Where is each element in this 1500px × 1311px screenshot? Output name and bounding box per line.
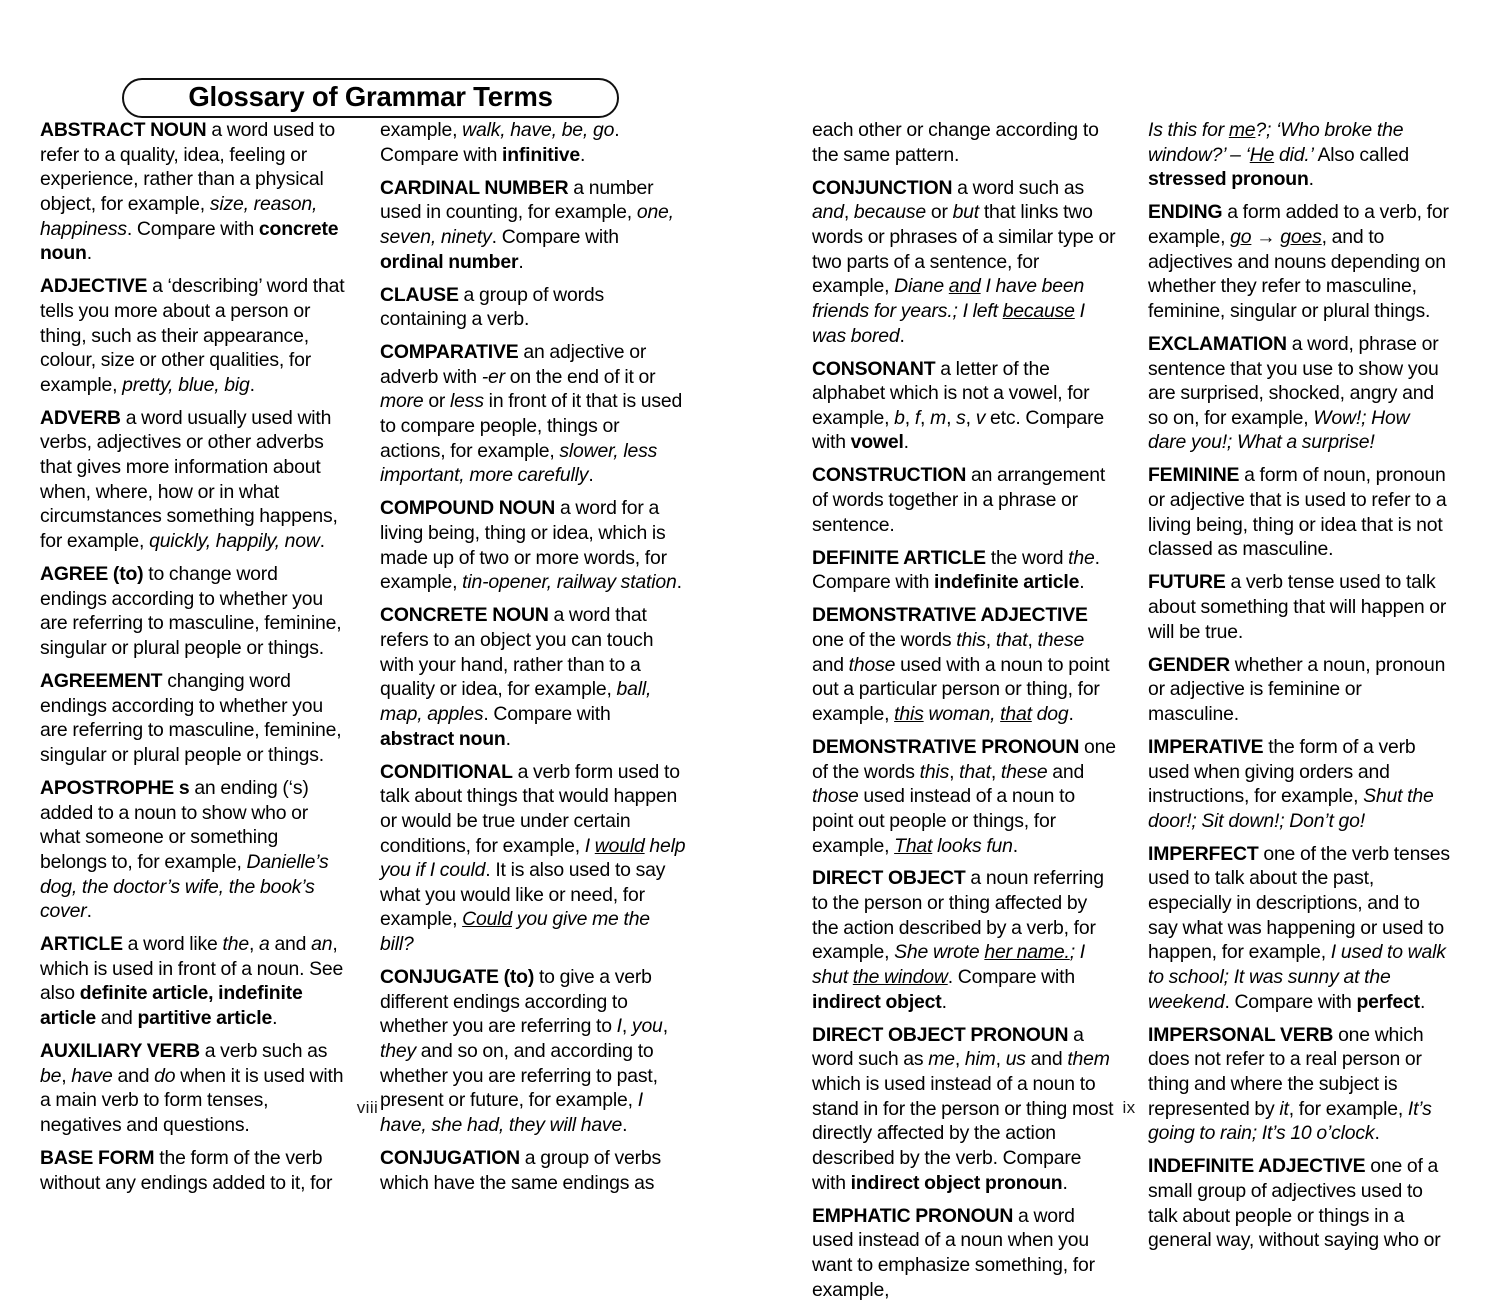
page-right [750, 0, 1500, 1301]
page-title: Glossary of Grammar Terms [188, 81, 553, 113]
glossary-entry: CONSTRUCTION an arrangement of words together in a phrase or sentence. [812, 464, 1106, 536]
glossary-entry: FUTURE a verb tense used to talk about something that will happen or will be true. [1148, 571, 1447, 643]
left-page-columns [40, 118, 712, 1204]
glossary-entry: IMPERATIVE the form of a verb used when giving orders and instructions, for example, Shut the door!; Sit down!; Don’t go! [1148, 735, 1434, 832]
glossary-entry: CONJUNCTION a word such as and, because or but that links two words or phrases of a similar type or two parts of a sentence, for example, Diane and I have been friends for years.; I left because I was bored. [812, 176, 1116, 347]
glossary-entry: AGREEMENT changing word endings according to whether you are referring to masculine, feminine, singular or plural people or things. [40, 669, 342, 766]
glossary-title-plate [122, 78, 619, 118]
glossary-entry: ABSTRACT NOUN a word used to refer to a quality, idea, feeling or experience, rather than a physical object, for example, size, reason, happiness. Compare with concrete noun. [40, 119, 339, 265]
glossary-entry: CARDINAL NUMBER a number used in counting, for example, one, seven, ninety. Compare with ordinal number. [380, 176, 674, 273]
glossary-entry: CONSONANT a letter of the alphabet which is not a vowel, for example, b, f, m, s, v etc. Compare with vowel. [812, 357, 1104, 454]
title-plate-row [40, 0, 712, 118]
glossary-entry: CONDITIONAL a verb form used to talk about things that would happen or would be true under certain conditions, for example, I would help you if I could. It is also used to say what you would like or need, for example, Could you give me the bill? [380, 760, 686, 956]
glossary-entry: IMPERFECT one of the verb tenses used to talk about the past, especially in descriptions, and to say what was happening or used to happen, for example, I used to walk to school; It was sunny at the weekend. Compare with perfect. [1148, 842, 1450, 1013]
glossary-entry: INDEFINITE ADJECTIVE one of a small group of adjectives used to talk about people or things in a general way, without saying who or [1148, 1155, 1441, 1252]
glossary-entry: DEMONSTRATIVE ADJECTIVE one of the words this, that, these and those used with a noun to point out a particular person or thing, for example, this woman, that dog. [812, 604, 1110, 725]
glossary-entry: DEMONSTRATIVE PRONOUN one of the words this, that, these and those used instead of a noun to point out people or things, for example, That looks fun. [812, 735, 1116, 857]
folio-left: viii [356, 1098, 379, 1117]
glossary-entry: DIRECT OBJECT a noun referring to the person or thing affected by the action described by a verb, for example, She wrote her name.; I shut the window. Compare with indirect object. [812, 867, 1104, 1013]
glossary-entry: ADVERB a word usually used with verbs, adjectives or other adverbs that gives more information about when, where, how or in what circumstances something happens, for example, quickly, happily, now. [40, 406, 338, 553]
glossary-entry: AGREE (to) to change word endings according to whether you are referring to masculine, feminine, singular or plural people or things. [40, 563, 342, 660]
glossary-entry: COMPOUND NOUN a word for a living being, thing or idea, which is made up of two or more words, for example, tin-opener, railway station. [380, 497, 682, 594]
glossary-entry: DEFINITE ARTICLE the word the. Compare with indefinite article. [812, 546, 1100, 594]
glossary-entry: GENDER whether a noun, pronoun or adjective is feminine or masculine. [1148, 653, 1446, 725]
glossary-entry: DIRECT OBJECT PRONOUN a word such as me, him, us and them which is used instead of a noun to stand in for the person or thing most directly affected by the action described by the verb. Compare with indirect object pronoun. [812, 1023, 1114, 1194]
glossary-entry: ENDING a form added to a verb, for example, go → goes, and to adjectives and nouns depending on whether they refer to masculine, feminine, singular or plural things. [1148, 201, 1449, 322]
page-left [0, 0, 750, 1194]
glossary-entry: EXCLAMATION a word, phrase or sentence that you use to show you are surprised, shocked, angry and so on, for example, Wow!; How dare you!; What a surprise! [1148, 332, 1439, 454]
glossary-entry: FEMININE a form of noun, pronoun or adjective that is used to refer to a living being, thing or idea that is not classed as masculine. [1148, 464, 1447, 561]
column-4 [1148, 118, 1452, 1311]
glossary-entry: BASE FORM the form of the verb without any endings added to it, for [40, 1146, 333, 1194]
glossary-entry: CONJUGATION a group of verbs which have the same endings as [380, 1146, 662, 1194]
right-page-top-spacer [812, 0, 1454, 118]
glossary-entry: AUXILIARY VERB a verb such as be, have and do when it is used with a main verb to form tenses, negatives and questions. [40, 1040, 344, 1137]
glossary-entry: ARTICLE a word like the, a and an, which is used in front of a noun. See also definite article, indefinite article and partitive article. [40, 933, 344, 1030]
column-3 [812, 118, 1116, 1311]
glossary-entry-continuation: each other or change according to the same pattern. [812, 119, 1099, 166]
glossary-entry: ADJECTIVE a ‘describing’ word that tells you more about a person or thing, such as their appearance, colour, size or other qualities, for example, pretty, blue, big. [40, 275, 345, 396]
glossary-entry: EMPHATIC PRONOUN a word used instead of a noun when you want to emphasize something, for example, [812, 1204, 1095, 1301]
glossary-entry-continuation: Is this for me?; ‘Who broke the window?’ – ‘He did.’ Also called stressed pronoun. [1148, 119, 1409, 191]
folio-right: ix [1122, 1098, 1136, 1117]
glossary-entry: CLAUSE a group of words containing a verb. [380, 283, 605, 331]
glossary-entry: IMPERSONAL VERB one which does not refer to a real person or thing and where the subject is represented by it, for example, It’s going to rain; It’s 10 o’clock. [1148, 1023, 1432, 1145]
glossary-entry: COMPARATIVE an adjective or adverb with -er on the end of it or more or less in front of it that is used to compare people, things or actions, for example, slower, less important, more carefully. [380, 341, 683, 487]
glossary-entry-continuation: example, walk, have, be, go. Compare with infinitive. [380, 119, 620, 166]
right-page-columns [812, 118, 1454, 1311]
glossary-entry: CONJUGATE (to) to give a verb different endings according to whether you are referring to I, you, they and so on, and according to whether you are referring to past, present or future, for example, I have, she had, they will have. [380, 966, 668, 1137]
column-2 [380, 118, 686, 1204]
glossary-entry: APOSTROPHE s an ending (‘s) added to a noun to show who or what someone or something belongs to, for example, Danielle’s dog, the doctor’s wife, the book’s cover. [40, 776, 329, 923]
glossary-entry: CONCRETE NOUN a word that refers to an object you can touch with your hand, rather than to a quality or idea, for example, ball, map, apples. Compare with abstract noun. [380, 604, 654, 750]
column-1 [40, 118, 346, 1204]
